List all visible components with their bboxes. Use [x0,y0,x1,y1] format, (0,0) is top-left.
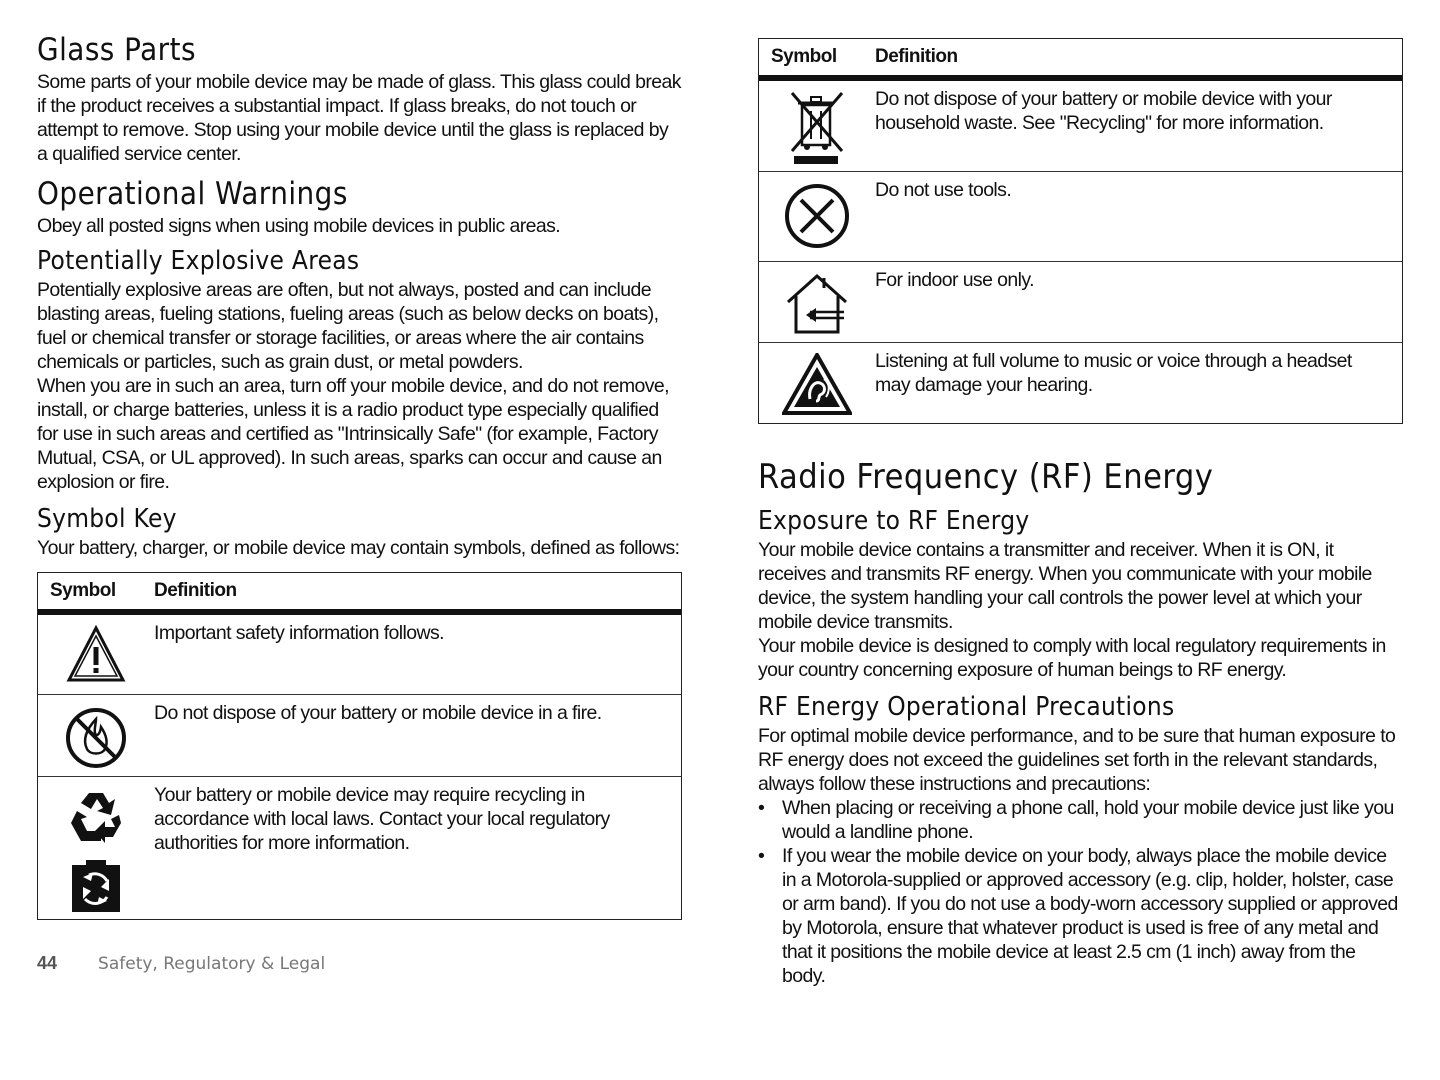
explosive-areas-text-2: When you are in such an area, turn off your mobile device, and do not remove, install, or charge batteries, unless it is a radio product type especially qualified for use in such areas and certified as "Intrinsically Safe" (for example, Factory Mutual, CSA, or UL approved). In such areas, sparks can occur and cause an explosion or fire. [37,375,669,493]
table-header [38,573,681,615]
table-header [759,39,1402,81]
table-row [759,262,1402,343]
table-row [38,777,681,919]
definition-cell: Do not dispose of your battery or mobile device in a fire. [154,702,602,724]
explosive-areas-text-1: Potentially explosive areas are often, but not always, posted and can include blasting areas, fueling stations, fueling areas (such as below decks on boats), fuel or chemical transfer or storage facilities, or areas where the air contains chemicals or particles, such as grain dust, or metal powders. [37,279,659,373]
precautions-text: For optimal mobile device performance, and to be sure that human exposure to RF energy does not exceed the guidelines set forth in the relevant standards, always follow these instructions and precautions: [758,725,1396,795]
operational-warnings-text: Obey all posted signs when using mobile devices in public areas. [37,215,561,237]
warning-triangle-icon [66,625,126,683]
symbol-table-left [37,572,682,920]
symbol-cell [759,172,875,261]
crossed-bin-icon [787,89,847,165]
operational-warnings-heading: Operational Warnings [37,176,348,212]
symbol-table-right [758,38,1403,424]
symbol-cell [38,777,154,919]
definition-cell: For indoor use only. [875,269,1034,291]
precautions-list [758,796,1403,988]
glass-parts-heading: Glass Parts [37,32,196,68]
glass-parts-text: Some parts of your mobile device may be made of glass. This glass could break if the product receives a substantial impact. If glass breaks, do not touch or attempt to remove. Stop using your mobile device until the glass is replaced by a qualified service center. [37,71,681,165]
definition-cell: Listening at full volume to music or voice through a headset may damage your hearing. [875,350,1352,396]
table-row [38,695,681,777]
exposure-text-2: Your mobile device is designed to comply with local regulatory requirements in your country concerning exposure of human beings to RF energy. [758,635,1386,681]
rf-energy-heading: Radio Frequency (RF) Energy [758,457,1214,497]
table-row [759,343,1402,423]
definition-cell: Do not use tools. [875,179,1012,201]
definition-column-header: Definition [154,580,237,601]
symbol-key-heading: Symbol Key [37,504,177,534]
no-fire-icon [65,707,127,769]
explosive-areas-heading: Potentially Explosive Areas [37,246,360,276]
symbol-column-header: Symbol [50,580,116,601]
list-item: • When placing or receiving a phone call, hold your mobile device just like you would a landline phone. [758,796,1403,844]
precautions-heading: RF Energy Operational Precautions [758,692,1175,722]
hearing-warning-icon [782,353,852,415]
battery-recycle-icon [69,859,123,915]
symbol-cell [38,695,154,776]
page-footer [37,953,325,974]
page-number: 44 [37,953,58,973]
table-row [38,615,681,695]
symbol-cell [38,615,154,694]
symbol-cell [759,343,875,423]
symbol-cell [759,262,875,342]
exposure-heading: Exposure to RF Energy [758,506,1030,536]
recycle-icon [67,789,125,845]
no-tools-icon [783,182,851,250]
definition-column-header: Definition [875,46,958,67]
exposure-text-1: Your mobile device contains a transmitter and receiver. When it is ON, it receives and transmits RF energy. When you communicate with your mobile device, the system handling your call controls the power level at which your mobile device transmits. [758,539,1372,633]
definition-cell: Important safety information follows. [154,622,444,644]
symbol-cell [759,81,875,171]
right-column [758,0,1403,988]
symbol-key-text: Your battery, charger, or mobile device may contain symbols, defined as follows: [37,537,680,559]
footer-section-title: Safety, Regulatory & Legal [98,954,326,974]
table-row [759,81,1402,172]
list-item: • If you wear the mobile device on your body, always place the mobile device in a Motorola-supplied or approved accessory (e.g. clip, holder, holster, case or arm band). If you do not use a body-worn accessory supplied or approved by Motorola, ensure that whatever product is used is free of any metal and that it positions the mobile device at least 2.5 cm (1 inch) away from the body. [758,844,1403,988]
symbol-column-header: Symbol [771,46,837,67]
left-column [37,0,682,920]
definition-cell: Do not dispose of your battery or mobile device with your household waste. See "Recycling" for more information. [875,88,1332,134]
table-row [759,172,1402,262]
definition-cell: Your battery or mobile device may require recycling in accordance with local laws. Contact your local regulatory authorities for more information. [154,784,610,854]
indoor-use-icon [784,270,850,336]
